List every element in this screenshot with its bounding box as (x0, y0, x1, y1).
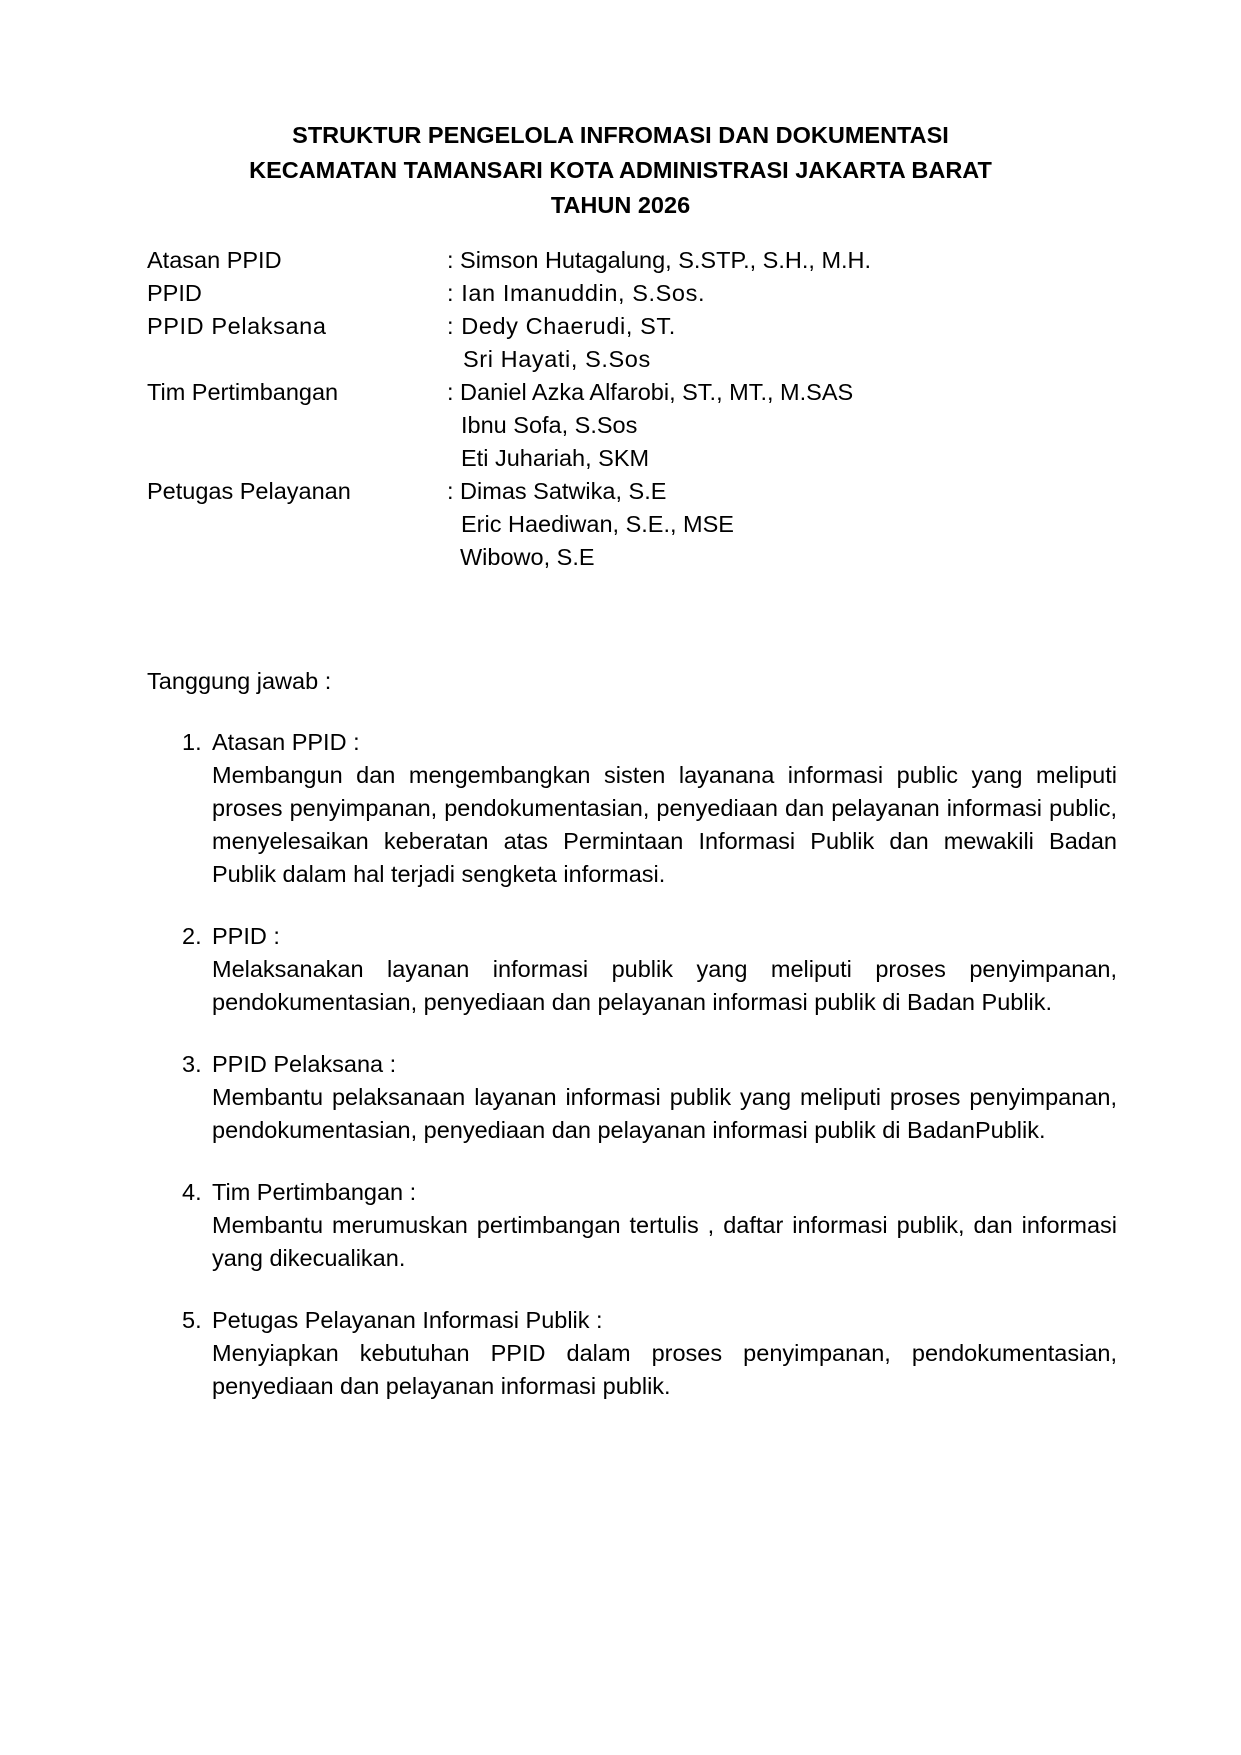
list-description: Membangun dan mengembangkan sisten layanana informasi public yang meliputi proses penyimpanan, pendokumentasian, penyediaan dan pelayanan informasi public, menyelesaikan keberatan atas Permintaan Informasi Publik dan mewakili Badan Publik dalam hal terjadi sengketa informasi. (212, 762, 1117, 887)
list-description: Melaksanakan layanan informasi publik yang meliputi proses penyimpanan, pendokumentasian, penyediaan dan pelayanan informasi publik di Badan Publik. (212, 956, 1117, 1015)
responsibilities-heading: Tanggung jawab : (147, 668, 332, 694)
list-number: 5. (182, 1307, 202, 1333)
list-item (147, 1048, 1117, 1147)
list-title: Atasan PPID : (212, 729, 360, 755)
list-description: Membantu merumuskan pertimbangan tertulis , daftar informasi publik, dan informasi yang dikecualikan. (212, 1212, 1117, 1271)
list-item (147, 726, 1117, 891)
role-label: Atasan PPID (147, 247, 282, 273)
role-label: Petugas Pelayanan (147, 478, 351, 504)
list-item (147, 1304, 1117, 1403)
role-label: PPID (147, 280, 202, 306)
title-line-1: STRUKTUR PENGELOLA INFROMASI DAN DOKUMENTASI (292, 122, 949, 148)
list-body (212, 1048, 1117, 1147)
person-name: Eric Haediwan, S.E., MSE (461, 511, 734, 537)
title-line-2: KECAMATAN TAMANSARI KOTA ADMINISTRASI JAKARTA BARAT (249, 157, 992, 183)
person-name: : Ian Imanuddin, S.Sos. (447, 280, 706, 306)
role-names (447, 244, 1127, 277)
personnel-row-ppid (147, 277, 1127, 310)
personnel-row-atasan-ppid (147, 244, 1127, 277)
list-title: Petugas Pelayanan Informasi Publik : (212, 1307, 603, 1333)
role-label: PPID Pelaksana (147, 313, 327, 339)
personnel-row-ppid-pelaksana (147, 310, 1127, 376)
list-item (147, 1176, 1117, 1275)
list-title: Tim Pertimbangan : (212, 1179, 417, 1205)
list-body (212, 1304, 1117, 1403)
list-number: 4. (182, 1179, 202, 1205)
list-body (212, 1176, 1117, 1275)
list-title: PPID : (212, 923, 280, 949)
document-title (0, 118, 1241, 223)
title-line-3: TAHUN 2026 (550, 192, 691, 218)
role-names (447, 475, 1127, 574)
person-name: Ibnu Sofa, S.Sos (461, 412, 638, 438)
role-label: Tim Pertimbangan (147, 379, 339, 405)
list-number: 3. (182, 1051, 202, 1077)
list-title: PPID Pelaksana : (212, 1051, 397, 1077)
person-name: : Dimas Satwika, S.E (447, 478, 667, 504)
personnel-list (147, 244, 1127, 574)
role-names (447, 277, 1127, 310)
list-body (212, 920, 1117, 1019)
list-item (147, 920, 1117, 1019)
list-description: Menyiapkan kebutuhan PPID dalam proses penyimpanan, pendokumentasian, penyediaan dan pelayanan informasi publik. (212, 1340, 1117, 1399)
person-name: : Daniel Azka Alfarobi, ST., MT., M.SAS (447, 379, 854, 405)
person-name: : Dedy Chaerudi, ST. (447, 313, 676, 339)
person-name: Wibowo, S.E (460, 544, 595, 570)
responsibilities-list (147, 726, 1117, 1432)
person-name: Sri Hayati, S.Sos (463, 346, 651, 372)
personnel-row-tim-pertimbangan (147, 376, 1127, 475)
list-number: 1. (182, 729, 202, 755)
list-body (212, 726, 1117, 891)
list-number: 2. (182, 923, 202, 949)
role-names (447, 376, 1127, 475)
list-description: Membantu pelaksanaan layanan informasi publik yang meliputi proses penyimpanan, pendokumentasian, penyediaan dan pelayanan informasi publik di BadanPublik. (212, 1084, 1117, 1143)
person-name: : Simson Hutagalung, S.STP., S.H., M.H. (447, 247, 872, 273)
personnel-row-petugas-pelayanan (147, 475, 1127, 574)
person-name: Eti Juhariah, SKM (461, 445, 650, 471)
role-names (447, 310, 1127, 376)
